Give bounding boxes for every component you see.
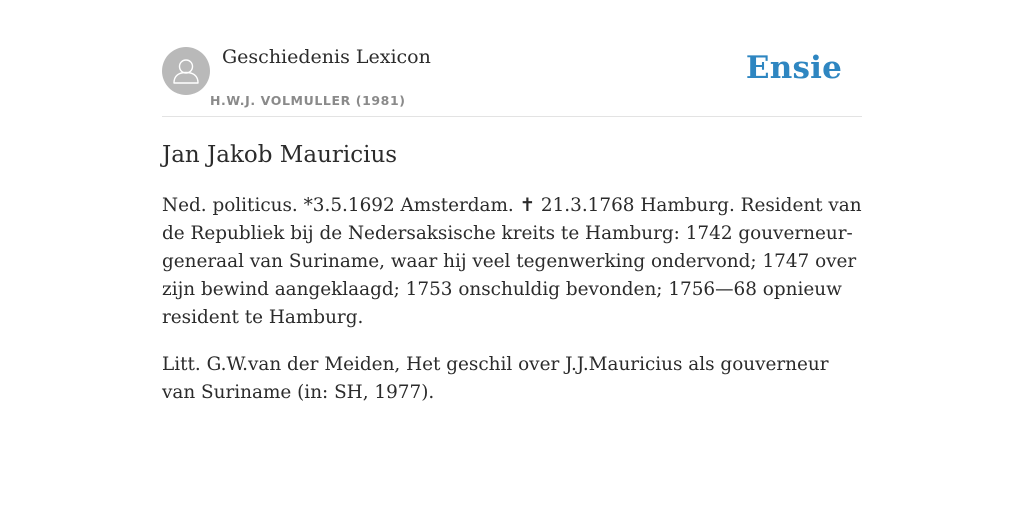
entry-title: Jan Jakob Mauricius bbox=[162, 142, 398, 168]
article bbox=[162, 138, 864, 407]
brand-logo[interactable]: Ensie bbox=[745, 50, 842, 86]
page-header bbox=[162, 40, 862, 117]
literature-paragraph: Litt. G.W.van der Meiden, Het geschil over J.J.Mauricius als gouverneur van Suriname (in: SH, 1977). bbox=[162, 354, 829, 403]
article-paragraph: Ned. politicus. *3.5.1692 Amsterdam. ✝ 21.3.1768 Hamburg. Resident van de Republiek bij de Nedersaksische kreits te Hamburg: 1742 gouverneur-generaal van Suriname, waar hij veel tegenwerking ondervond; 1747 over zijn bewind aangeklaagd; 1753 onschuldig bevonden; 1756—68 opnieuw resident te Hamburg. bbox=[162, 195, 862, 328]
author-name[interactable]: H.W.J. VOLMULLER (1981) bbox=[210, 93, 406, 108]
user-icon bbox=[162, 47, 210, 95]
book-title[interactable]: Geschiedenis Lexicon bbox=[222, 46, 431, 68]
avatar[interactable] bbox=[162, 47, 210, 95]
